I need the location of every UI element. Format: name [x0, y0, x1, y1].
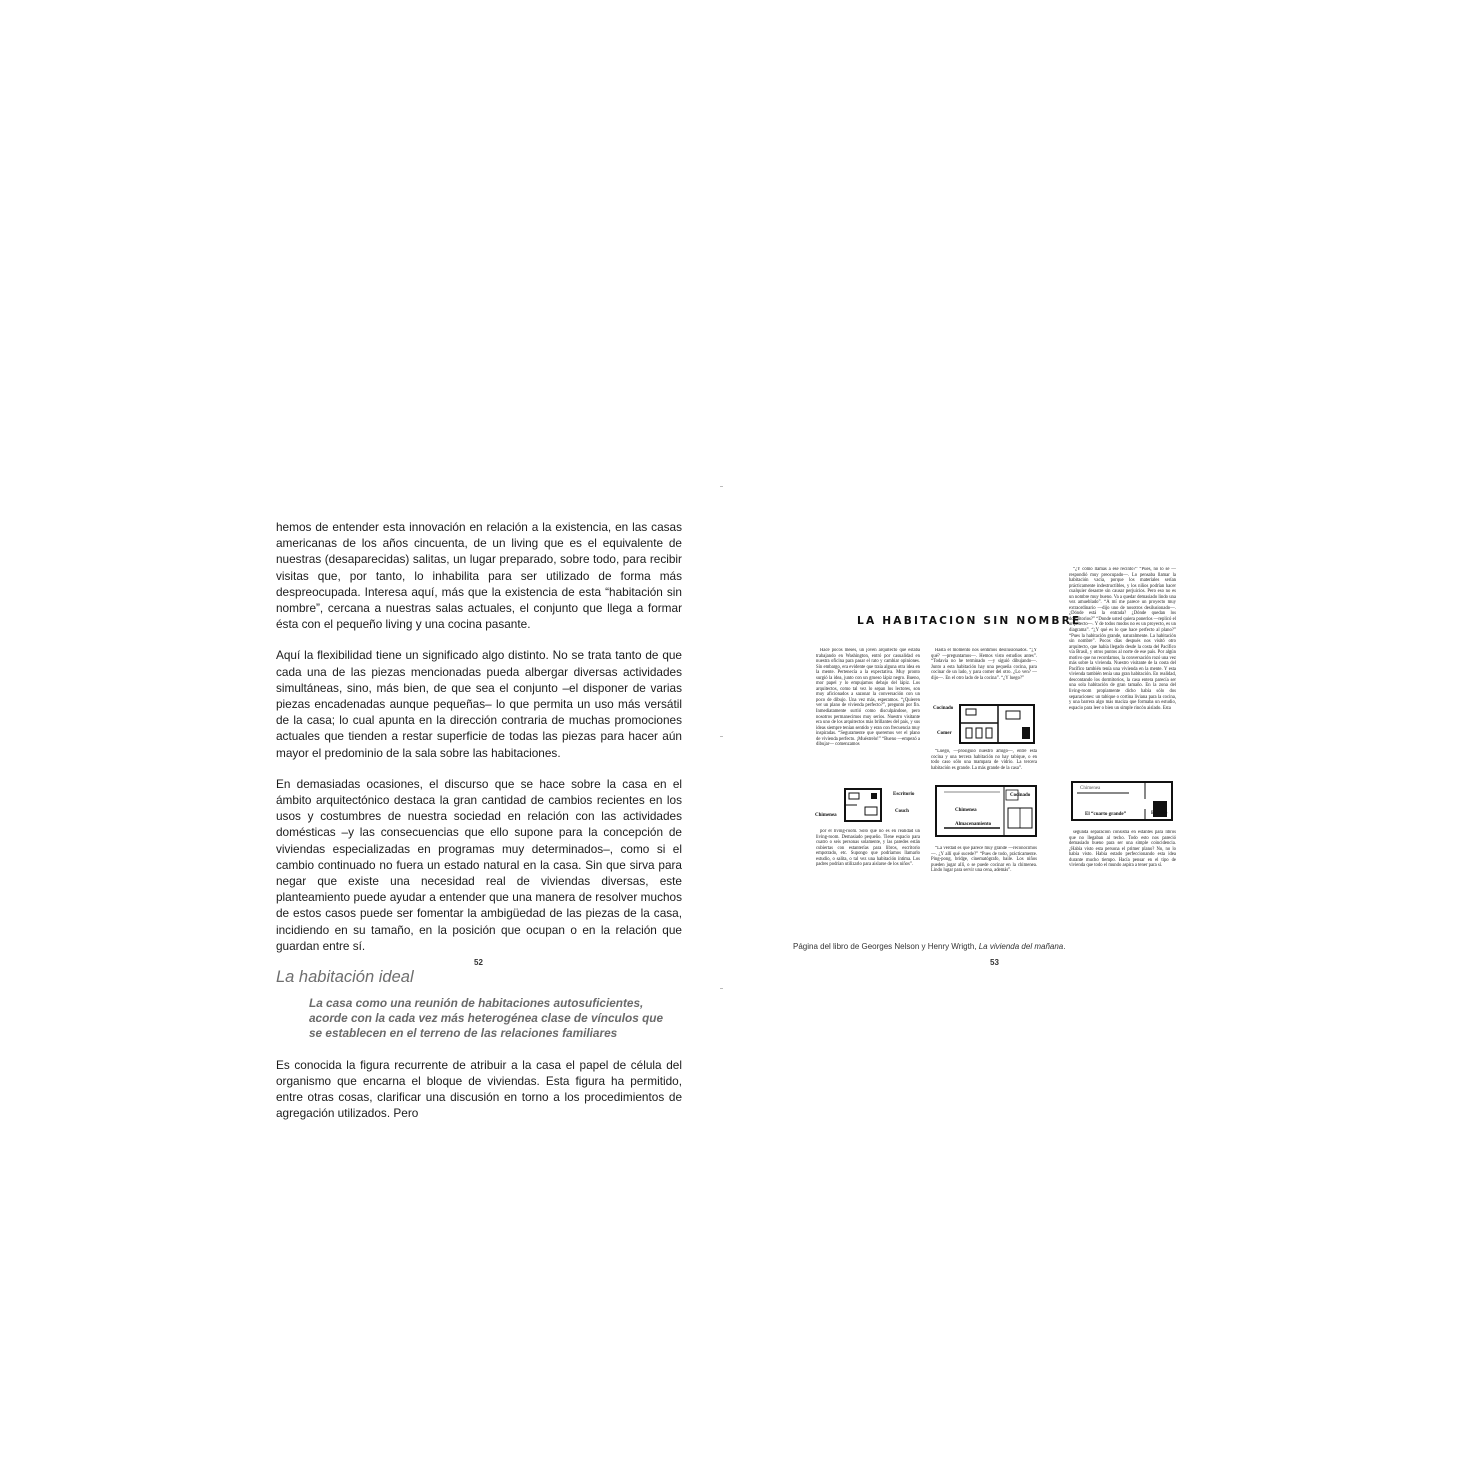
- scan-column-3-top: “¿Y cómo llamas a ese recinto?” “Pues, no lo sé —respondió muy preocupado—. Lo pensaba llamar la habitación vacía, porque los materiales serían prácticamente indestructibles, y los niños podrían hacer cualquier desastre sin causar perjuicios. Pero eso no es un nombre muy bueno. Va a quedar demasiado lindo una vez amueblado”. “A mí me parece un proyecto muy extraordinario —dijo uno de nosotros desilusionado—. ¿Dónde está la entrada? ¿Dónde quedan los dormitorios?” “Donde usted quiera ponerlos —replicó el arquitecto—. Y de todos modos no es un proyecto, es un diagrama”. “¿Y qué es lo que hace perfecto al plano?” “Pues la habitación grande, naturalmente. La habitación sin nombre”. Pocos días después nos visitó otro arquitecto, que había llegado desde la costa del Pacífico vía Brasil, y otros puntos al norte de ese país. Por algún motivo que no recordamos, la conversación rozó una vez más sobre la vivienda. Nuestro visitante de la costa del Pacífico también tenía una vivienda en la mente. Y esta vivienda también tenía una gran habitación. En realidad, descontando los dormitorios, la casa entera parecía ser una sola habitación de gran tamaño. En la zona del living-room propiamente dicho había sólo dos separaciones: un tabique o cortina liviana para la cocina, y una barrera algo más maciza que formaba un estudio, espacio para leer o bien un simple rincón aislado. Esta: [1069, 567, 1176, 711]
- floor-plan-kitchen-drawing: [958, 703, 1036, 745]
- gutter-mark-middle: [720, 736, 723, 737]
- paragraph-2: Aquí la flexibilidad tiene un significado algo distinto. No se trata tanto de que cada una de las piezas mencionadas pueda albergar diversas actividades simultáneas, sino, más bien, de que sea el conjunto –el disponer de varias piezas encadenadas aunque pequeñas– lo que permita un uso más versátil de la casa; lo cual apunta en la dirección contraria de muchas promociones actuales que tienden a restar superficie de todas las piezas para hacer aún mayor el predominio de la sala sobre las habitaciones.: [276, 648, 682, 760]
- label-cocinado-big: Cocinado: [1010, 793, 1031, 798]
- label-escritorio: Escritorio: [893, 792, 915, 797]
- scan-column-2-mid: “Luego, —prosiguió nuestro amigo—, entre esta cocina y una tercera habitación no hay tabique, o en todo caso sólo una mampara de vidrio. La tercera habitación es grande. La más grande de la casa”.: [931, 749, 1037, 771]
- paragraph-4: Es conocida la figura recurrente de atribuir a la casa el papel de célula del organismo que encarna el bloque de viviendas. Esta figura ha permitido, entre otras cosas, clarificar una discusión en torno a los procedimientos de agregación utilizados. Pero: [276, 1057, 682, 1121]
- label-cuarto-grande: El “cuarto grande”: [1085, 812, 1127, 817]
- label-chimenea-big: Chimenea: [955, 808, 977, 813]
- floor-plan-study: [843, 787, 883, 823]
- label-cocinado: Cocinado: [933, 706, 954, 711]
- paragraph-1: hemos de entender esta innovación en relación a la existencia, en las casas americanas de los años cincuenta, de un living que es el equivalente de nuestras (desaparecidas) salitas, un lugar preparado, sobre todo, para recibir visitas que, por tanto, lo inhabilita para ser utilizado de forma más despreocupada. Interesa aquí, más que la existencia de esta “habitación sin nombre”, cercana a nuestras salas actuales, el conjunto que llega a formar ésta con el pequeño living y una cocina pasante.: [276, 520, 682, 632]
- paragraph-3: En demasiadas ocasiones, el discurso que se hace sobre la casa en el ámbito arquitectónico destaca la gran cantidad de cambios recientes en los usos y costumbres de nuestra sociedad en relación con las actividades domésticas –y las consecuencias que ello supone para la concepción de viviendas especializadas en programas muy determinados–, como si el cambio continuado no fuera un estado natural en la casa. Sin que sirva para negar que existe una necesidad real de viviendas diversas, este planteamiento puede ayudar a entender que una manera de resolver muchos de estos casos puede ser fomentar la ambigüedad de las piezas de la casa, incidiendo en su tamaño, en la posición que ocupan o en la relación que guardan entre sí.: [276, 776, 682, 953]
- scan-column-2-top: Hasta el momento nos sentimos desilusionados. “¿Y qué? —preguntamos—. Hemos visto estudios antes”. “Todavía no he terminado —y siguió dibujando—. Junto a esta habitación hay una pequeña cocina, para cocinar de un lado, y para comer del otro. ¿Lo ven? —dijo—. En el otro lado de la cocina”. “¿Y luego?”: [931, 648, 1037, 681]
- label-chimenea-small: Chimenea: [1080, 786, 1101, 791]
- scan-column-1-top: Hace pocos meses, un joven arquitecto que estaba trabajando en Washington, entró por casualidad en nuestra oficina para pasar el rato y cambiar opiniones. Sin embargo, era evidente que traía alguna otra idea en la mente. Pertenecía a la expectativa. Muy pronto surgió la idea, junto con un grueso lápiz negro. Bueno, mor papel y lo empujamos debajo del lápiz. Los arquitectos, como tal vez lo sepan los lectores, son muy aficionados a sazonar la conversación con un poco de dibujo. Una vez más, esperamos. “¿Quieren ver un plano de vivienda perfecto?”, preguntó por fin. Inmediatamente surtió como disculpándose, pero nosotros permanecimos muy serios. Nuestro visitante era uno de los arquitectos más brillantes del país, y sus ideas siempre tenían sentido y eran con frecuencia muy inspiradas. “Seguramente que queremos ver el plano de vivienda perfecto. ¡Muéstrelo!” “Bueno —empezó a dibujar— comenzamos: [816, 648, 920, 748]
- gutter-mark-top: [720, 486, 723, 487]
- label-comer: Comer: [937, 731, 952, 736]
- scan-column-3-bottom: segunda separación consistía en estantes para libros que no llegaban al techo. Todo esto nos pareció demasiado bueno para ser una simple coincidencia. ¿Había visto esta persona el primer plano? No, no lo había visto. Había estado perfeccionando esta idea durante mucho tiempo. Hacía pensar en el tipo de vivienda que todo el mundo aspira a tener para sí.: [1069, 830, 1176, 869]
- label-chimenea-study: Chimenea: [815, 813, 837, 818]
- figure-caption: Página del libro de Georges Nelson y Henry Wrigth, La vivienda del mañana.: [793, 942, 1066, 951]
- scan-column-2-bottom: “La verdad es que parece muy grande —reconocimos—. ¿Y allí qué sucede?” “Pues de todo, prácticamente. Ping-pong, bridge, cinematógrafo, baile. Los niños pueden jugar allí, o se puede cocinar en la chimenea. Lindo lugar para servir una cena, además”.: [931, 846, 1037, 874]
- gutter-mark-bottom: [720, 988, 723, 989]
- floor-plan-kitchen: [958, 703, 1036, 745]
- section-heading: La habitación ideal: [276, 968, 414, 987]
- scan-column-1-bottom: por el living-room. Sólo que no es en realidad un living-room. Demasiado pequeño. Tiene espacio para cuatro o seis personas solamente, y las paredes están cubiertas con estanterías para libros, escritorio empotrado, etc. Supongo que podríamos llamarlo estudio, o salita, o tal vez una habitación íntima. Los padres podrían utilizarlo para aislarse de los niños”.: [816, 829, 920, 868]
- page-number-left: 52: [474, 958, 483, 967]
- scan-title: LA HABITACION SIN NOMBRE: [857, 615, 1082, 627]
- label-almacenamiento: Almacenamiento: [955, 822, 992, 827]
- label-couch: Couch: [895, 809, 909, 814]
- left-page: [276, 519, 682, 1122]
- floor-plan-study-drawing: [843, 787, 883, 823]
- pull-quote: La casa como una reunión de habitaciones autosuficientes, acorde con la cada vez más heterogénea clase de vínculos que se establecen en el terreno de las relaciones familiares: [309, 996, 664, 1041]
- page-number-right: 53: [990, 958, 999, 967]
- label-estudio: Estudio: [1151, 811, 1168, 816]
- caption-book-title: La vivienda del mañana: [978, 942, 1064, 951]
